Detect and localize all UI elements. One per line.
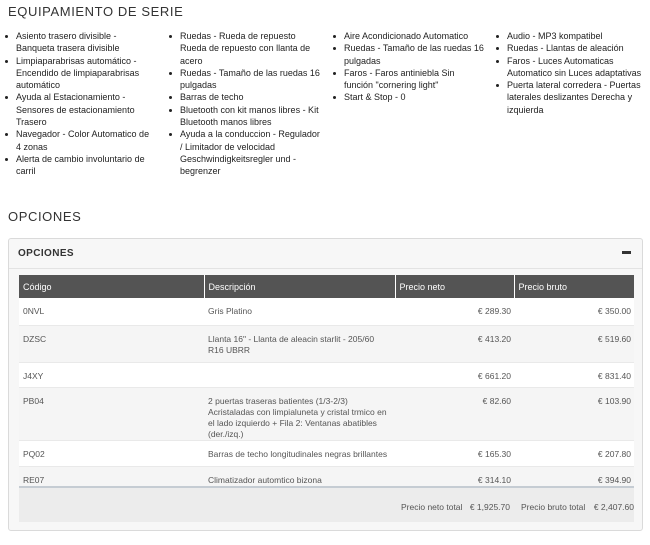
equipamiento-item: Ayuda a la conduccion - Regulador / Limitador de velocidad Geschwindigkeitsregler und -begrenzer [165, 128, 320, 177]
cell-descripcion: Barras de techo longitudinales negras brillantes [204, 440, 395, 466]
equipamiento-item: Ruedas - Tamaño de las ruedas 16 pulgadas [329, 42, 484, 67]
equipamiento-title: EQUIPAMIENTO DE SERIE [8, 4, 184, 19]
table-row [19, 362, 634, 387]
cell-precio-neto: € 314.10 [395, 466, 514, 492]
cell-codigo: RE07 [19, 466, 204, 492]
equipamiento-item: Bluetooth con kit manos libres - Kit Bluetooth manos libres [165, 104, 320, 129]
equipamiento-item: Barras de techo [165, 91, 320, 103]
cell-precio-neto: € 289.30 [395, 298, 514, 325]
equipamiento-item: Ruedas - Rueda de repuesto Rueda de repuesto con llanta de acero [165, 30, 320, 67]
cell-descripcion: 2 puertas traseras batientes (1/3-2/3) Acristaladas con limpialuneta y cristal trmico en el lado izquierdo + Fila 2: Ventanas abatibles (der./izq.) [204, 387, 395, 440]
equipamiento-item: Puerta lateral corredera - Puertas laterales deslizantes Derecha y izquierda [492, 79, 648, 116]
equipamiento-item: Asiento trasero divisible - Banqueta trasera divisible [1, 30, 156, 55]
equipamiento-item: Ayuda al Estacionamiento - Sensores de estacionamiento Trasero [1, 91, 156, 128]
equipamiento-column-1 [1, 30, 156, 178]
cell-precio-neto: € 82.60 [395, 387, 514, 440]
total-neto-value: € 1,925.70 [469, 502, 510, 512]
equipamiento-item: Start & Stop - 0 [329, 91, 484, 103]
total-bruto-label: Precio bruto total [521, 502, 586, 512]
collapse-button[interactable] [620, 246, 634, 260]
equipamiento-column-2 [165, 30, 320, 178]
cell-precio-bruto: € 831.40 [514, 362, 634, 387]
opciones-panel [8, 238, 643, 531]
cell-codigo: DZSC [19, 325, 204, 362]
total-neto-label: Precio neto total [401, 502, 463, 512]
cell-descripcion [204, 362, 395, 387]
equipamiento-item: Navegador - Color Automatico de 4 zonas [1, 128, 156, 153]
opciones-panel-header[interactable] [9, 239, 642, 269]
cell-codigo: J4XY [19, 362, 204, 387]
cell-precio-bruto: € 350.00 [514, 298, 634, 325]
equipamiento-item: Limpiaparabrisas automático - Encendido de limpiaparabrisas automático [1, 55, 156, 92]
cell-codigo: 0NVL [19, 298, 204, 325]
table-row [19, 387, 634, 440]
cell-descripcion: Llanta 16" - Llanta de aleacin starlit - 205/60 R16 UBRR [204, 325, 395, 362]
cell-precio-neto: € 165.30 [395, 440, 514, 466]
equipamiento-item: Aire Acondicionado Automatico [329, 30, 484, 42]
cell-codigo: PQ02 [19, 440, 204, 466]
equipamiento-item: Audio - MP3 kompatibel [492, 30, 648, 42]
cell-precio-bruto: € 207.80 [514, 440, 634, 466]
column-header-descripcion[interactable]: Descripción [204, 275, 395, 298]
table-row [19, 298, 634, 325]
equipamiento-item: Faros - Luces Automaticas Automatico sin Luces adaptativas [492, 55, 648, 80]
equipamiento-item: Alerta de cambio involuntario de carril [1, 153, 156, 178]
cell-precio-bruto: € 394.90 [514, 466, 634, 492]
table-header-row [19, 275, 634, 298]
equipamiento-column-4 [492, 30, 648, 116]
total-bruto-value: € 2,407.60 [593, 502, 634, 512]
cell-precio-bruto: € 519.60 [514, 325, 634, 362]
opciones-panel-title: OPCIONES [18, 248, 74, 259]
cell-descripcion: Gris Platino [204, 298, 395, 325]
opciones-table [19, 275, 634, 493]
equipamiento-item: Ruedas - Tamaño de las ruedas 16 pulgadas [165, 67, 320, 92]
table-row [19, 325, 634, 362]
equipamiento-item: Ruedas - Llantas de aleación [492, 42, 648, 54]
column-header-precio-bruto[interactable]: Precio bruto [514, 275, 634, 298]
opciones-title: OPCIONES [8, 209, 82, 224]
cell-precio-neto: € 413.20 [395, 325, 514, 362]
equipamiento-item: Faros - Faros antiniebla Sin función "cornering light" [329, 67, 484, 92]
totals-row [19, 486, 634, 522]
table-row [19, 440, 634, 466]
minus-icon [622, 251, 631, 254]
cell-codigo: PB04 [19, 387, 204, 440]
column-header-codigo[interactable]: Código [19, 275, 204, 298]
cell-precio-neto: € 661.20 [395, 362, 514, 387]
cell-precio-bruto: € 103.90 [514, 387, 634, 440]
column-header-precio-neto[interactable]: Precio neto [395, 275, 514, 298]
equipamiento-column-3 [329, 30, 484, 104]
cell-descripcion: Climatizador automtico bizona [204, 466, 395, 492]
